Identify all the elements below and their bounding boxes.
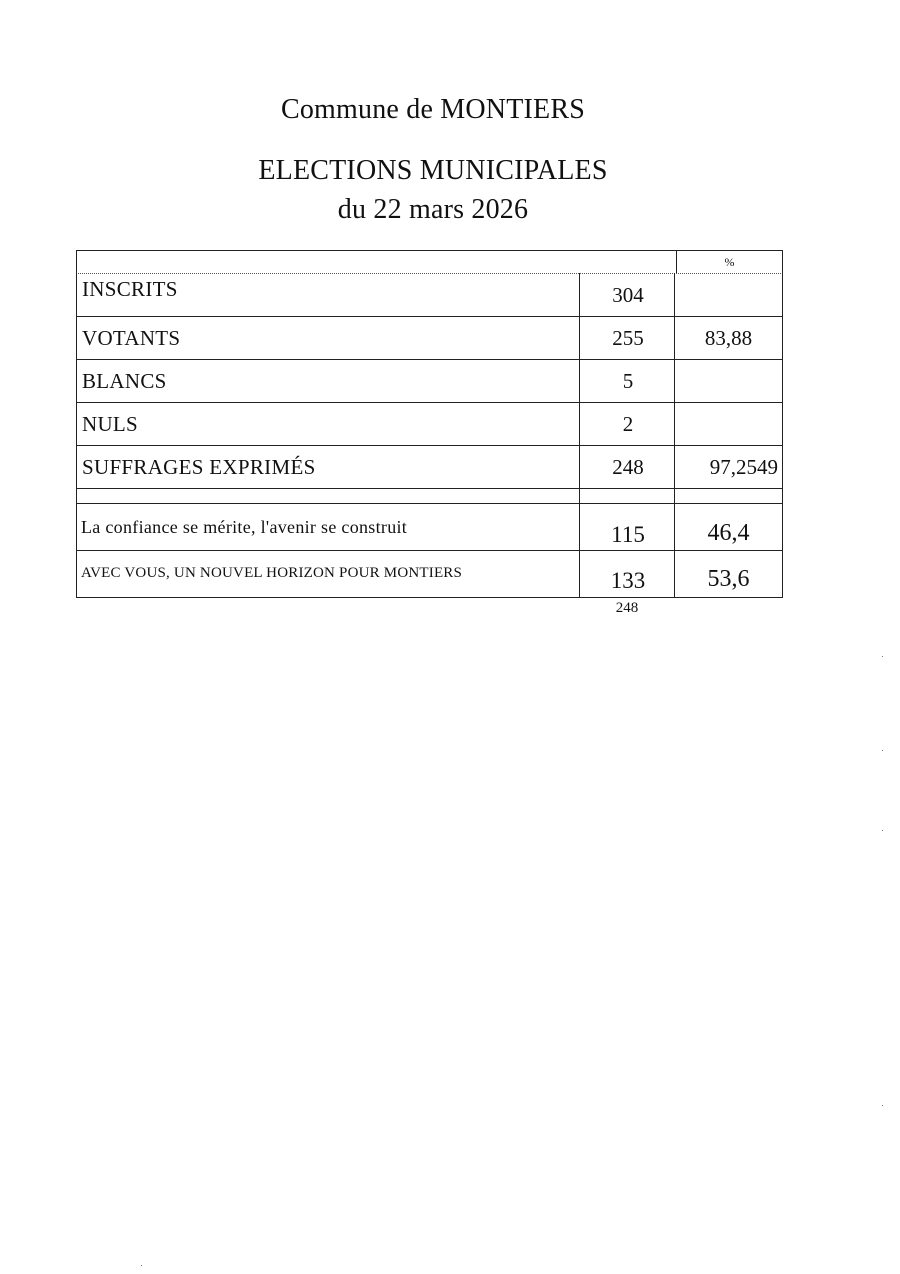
stat-label-blancs: BLANCS <box>82 369 167 393</box>
scan-speck <box>141 1265 142 1266</box>
list-label-confiance: La confiance se mérite, l'avenir se construit <box>81 517 408 537</box>
row-rule <box>76 359 783 360</box>
list-percent-nouvel-horizon: 53,6 <box>707 566 750 592</box>
percent-header: % <box>724 255 735 269</box>
stat-label-inscrits: INSCRITS <box>82 277 178 301</box>
election-date: du 22 mars 2026 <box>337 194 529 225</box>
stat-percent-votants: 83,88 <box>704 326 753 350</box>
stat-label-votants: VOTANTS <box>82 326 181 350</box>
row-rule <box>76 488 783 489</box>
stat-count-suffrages-exprimes: 248 <box>612 455 644 479</box>
scan-speck <box>882 750 883 751</box>
header-rule <box>76 273 783 274</box>
results-table <box>76 250 783 598</box>
row-rule <box>76 550 783 551</box>
row-rule <box>76 316 783 317</box>
list-label-nouvel-horizon: AVEC VOUS, UN NOUVEL HORIZON POUR MONTIERS <box>81 565 463 581</box>
stat-count-votants: 255 <box>612 326 644 350</box>
row-rule <box>76 445 783 446</box>
stat-count-blancs: 5 <box>622 369 634 393</box>
list-count-confiance: 115 <box>611 522 645 547</box>
list-percent-confiance: 46,4 <box>707 520 750 546</box>
scan-speck <box>882 656 883 657</box>
election-title: ELECTIONS MUNICIPALES <box>258 155 608 186</box>
stat-label-suffrages-exprimes: SUFFRAGES EXPRIMÉS <box>82 455 316 479</box>
row-rule <box>76 402 783 403</box>
row-rule <box>76 503 783 504</box>
scan-speck <box>882 1105 883 1106</box>
stat-label-nuls: NULS <box>82 412 139 436</box>
stat-percent-suffrages-exprimes: 97,2549 <box>709 455 778 479</box>
lists-total: 248 <box>615 600 639 616</box>
scan-speck <box>882 830 883 831</box>
stat-count-nuls: 2 <box>622 412 634 436</box>
stat-count-inscrits: 304 <box>612 283 644 307</box>
commune-title: Commune de MONTIERS <box>280 94 585 125</box>
list-count-nouvel-horizon: 133 <box>610 568 646 593</box>
